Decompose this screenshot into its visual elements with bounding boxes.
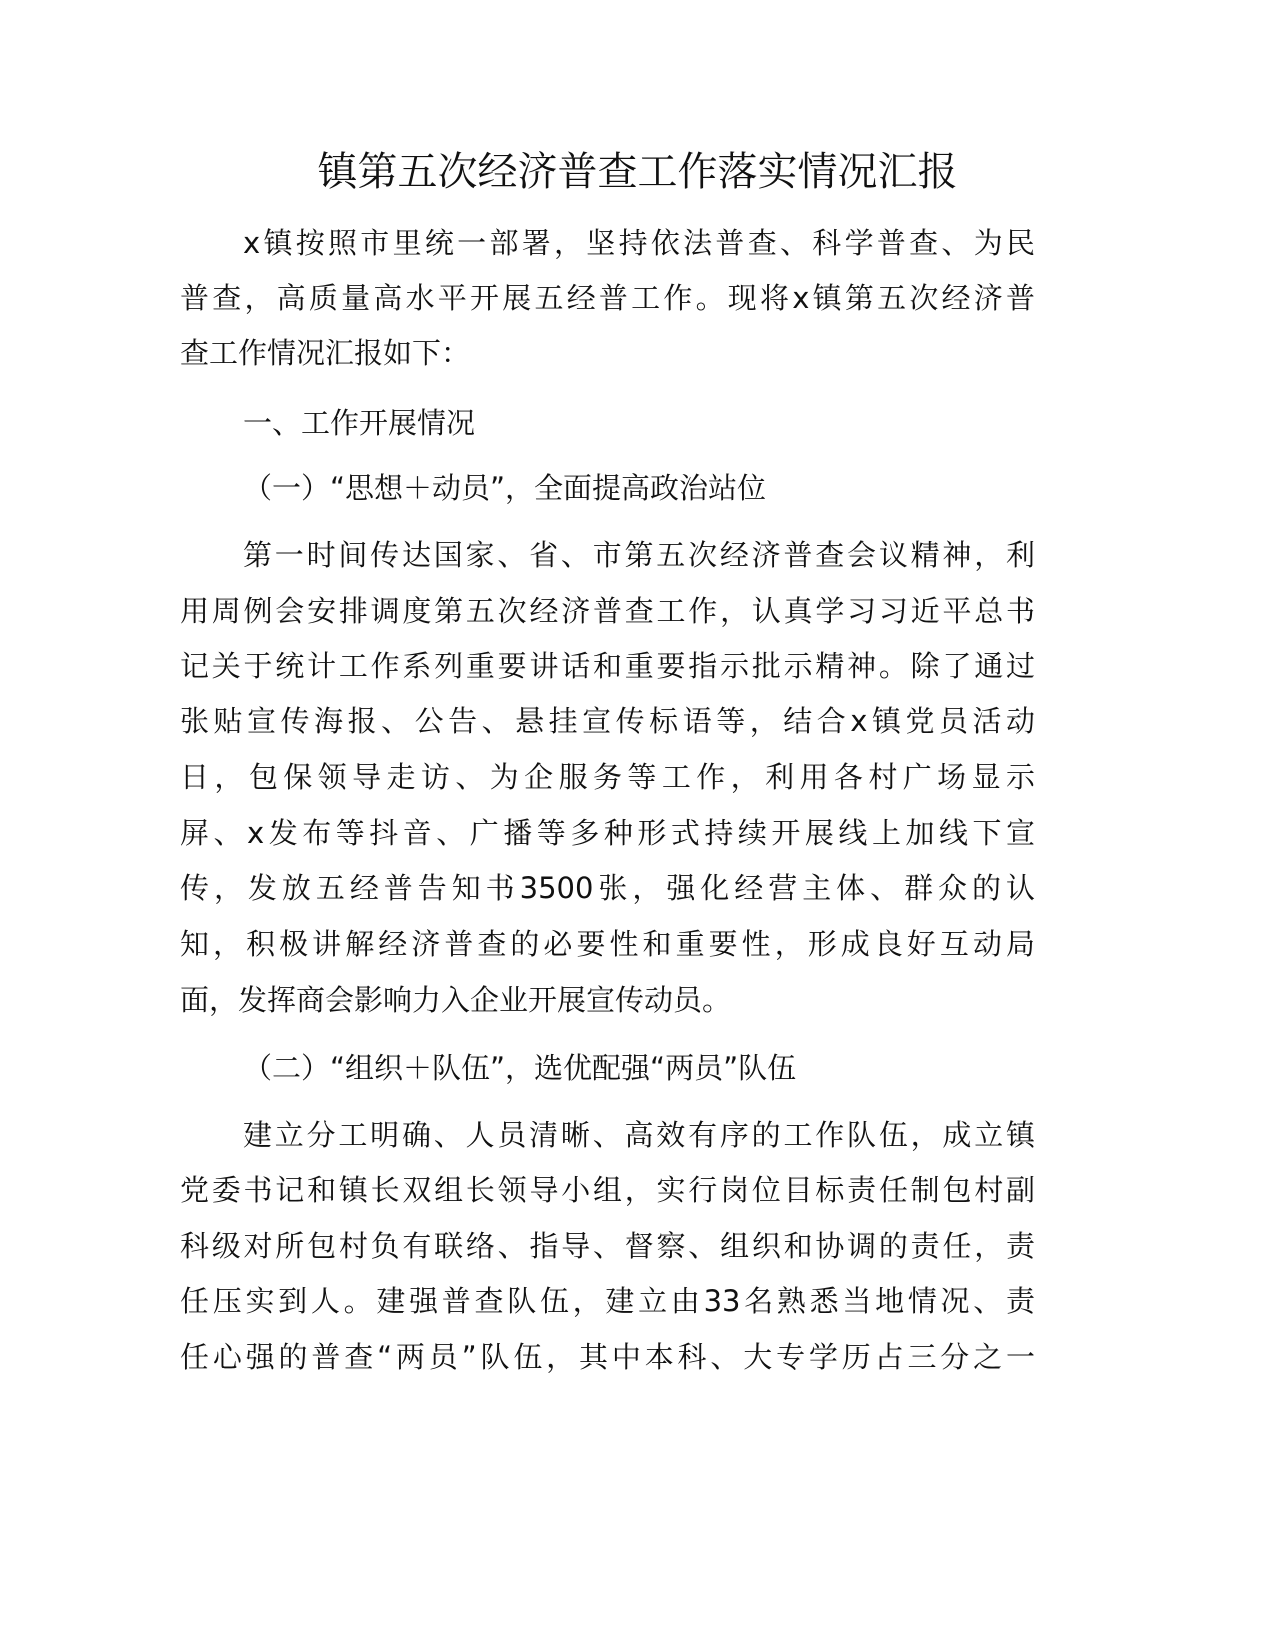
section-heading: 一、工作开展情况	[243, 406, 476, 440]
paragraph-line: 记关于统计工作系列重要讲话和重要指示批示精神。除了通过	[180, 649, 1035, 683]
paragraph-line: 普查，高质量高水平开展五经普工作。现将x镇第五次经济普	[180, 281, 1035, 315]
paragraph-line: 面，发挥商会影响力入企业开展宣传动员。	[180, 983, 732, 1017]
paragraph-line: 任心强的普查“两员”队伍，其中本科、大专学历占三分之一	[180, 1340, 1035, 1374]
subsection-heading: （一）“思想＋动员”，全面提高政治站位	[243, 471, 767, 505]
paragraph-line: 屏、x发布等抖音、广播等多种形式持续开展线上加线下宣	[180, 816, 1035, 850]
paragraph-line: 科级对所包村负有联络、指导、督察、组织和协调的责任，责	[180, 1229, 1035, 1263]
paragraph-line: 第一时间传达国家、省、市第五次经济普查会议精神，利	[243, 538, 1035, 572]
paragraph-line: 用周例会安排调度第五次经济普查工作，认真学习习近平总书	[180, 594, 1035, 628]
paragraph-line: 日，包保领导走访、为企服务等工作，利用各村广场显示	[180, 760, 1035, 794]
paragraph-line: 建立分工明确、人员清晰、高效有序的工作队伍，成立镇	[243, 1118, 1035, 1152]
paragraph-line: 查工作情况汇报如下：	[180, 336, 471, 370]
document-title: 镇第五次经济普查工作落实情况汇报	[317, 149, 958, 195]
paragraph-line: 张贴宣传海报、公告、悬挂宣传标语等，结合x镇党员活动	[180, 704, 1035, 738]
subsection-heading: （二）“组织＋队伍”，选优配强“两员”队伍	[243, 1051, 797, 1085]
paragraph-line: 传，发放五经普告知书3500张，强化经营主体、群众的认	[180, 871, 1035, 905]
paragraph-line: 党委书记和镇长双组长领导小组，实行岗位目标责任制包村副	[180, 1173, 1035, 1207]
paragraph-line: x镇按照市里统一部署，坚持依法普查、科学普查、为民	[243, 226, 1035, 260]
paragraph-line: 任压实到人。建强普查队伍，建立由33名熟悉当地情况、责	[180, 1284, 1035, 1318]
paragraph-line: 知，积极讲解经济普查的必要性和重要性，形成良好互动局	[180, 927, 1035, 961]
